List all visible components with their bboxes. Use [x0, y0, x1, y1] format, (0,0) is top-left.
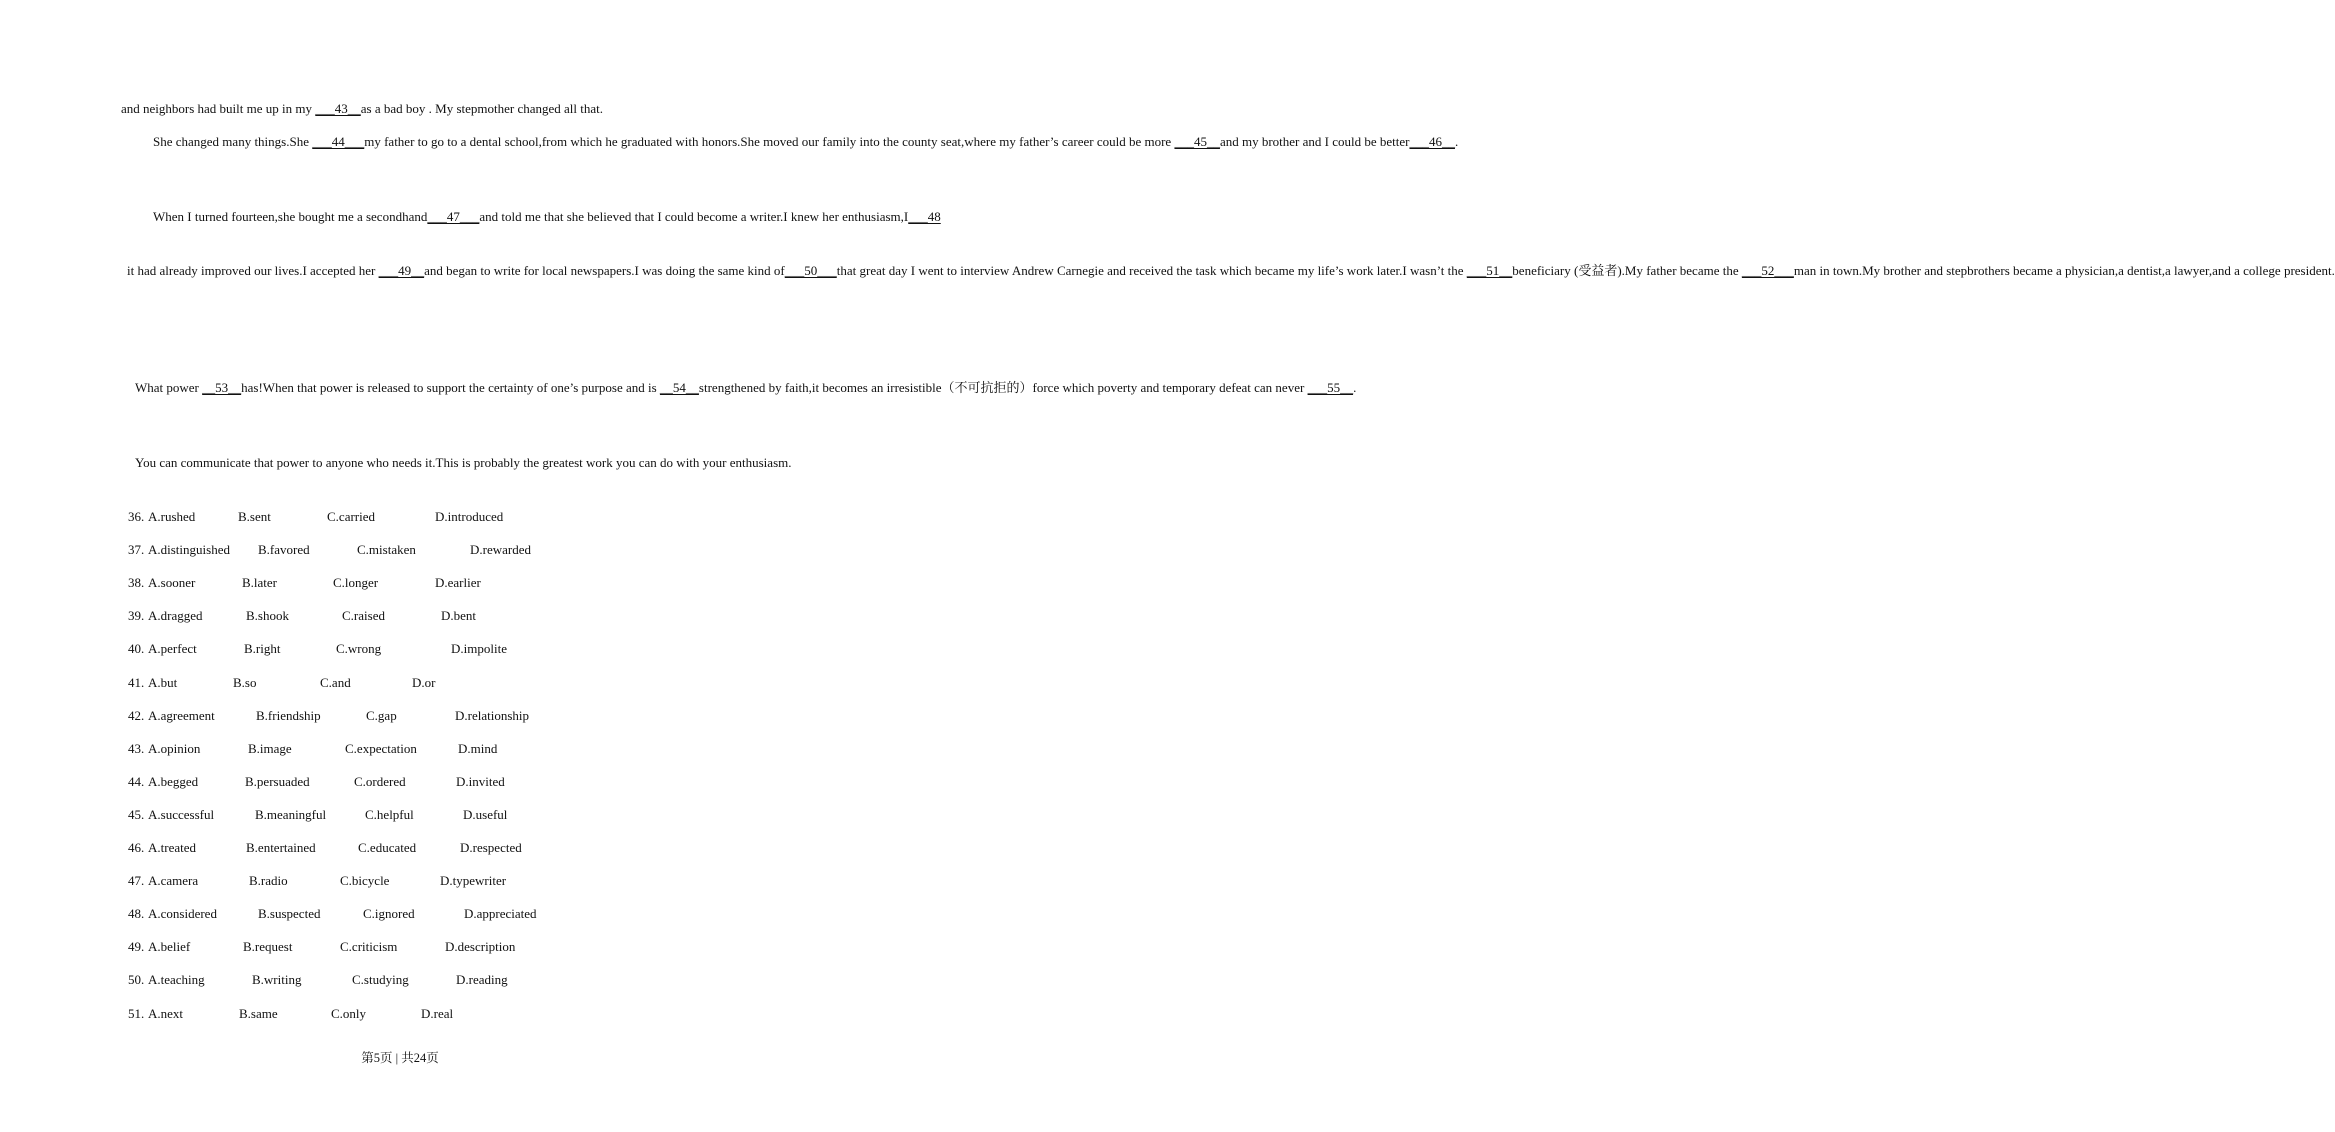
question-number: 36. — [128, 509, 145, 524]
option-a: A.teaching — [148, 972, 205, 988]
option-b: B.so — [233, 674, 257, 690]
option-d: D.real — [421, 1005, 454, 1021]
option-c: C.bicycle — [340, 873, 390, 889]
option-c: C.carried — [327, 509, 376, 524]
option-c: C.wrong — [336, 641, 382, 657]
passage-text: . — [1454, 134, 1459, 149]
blank-number: ___44___ — [312, 134, 365, 149]
option-c: C.longer — [333, 575, 379, 591]
option-d: D.bent — [441, 608, 477, 624]
option-d: D.appreciated — [464, 906, 537, 922]
passage-text: it had already improved our lives.I accepted her — [127, 263, 379, 278]
passage-paragraph — [121, 206, 941, 227]
option-d: D.rewarded — [470, 542, 531, 558]
option-b: B.request — [243, 939, 293, 955]
option-b: B.favored — [258, 542, 310, 558]
option-b: B.later — [242, 575, 278, 591]
option-b: B.entertained — [246, 840, 316, 855]
option-b: B.image — [248, 740, 292, 756]
passage-text: as a bad boy . My stepmother changed all that. — [360, 101, 604, 116]
question-number: 44. — [128, 773, 145, 789]
passage-paragraph — [121, 377, 1357, 398]
blank-number: ___50___ — [784, 263, 837, 278]
option-a: A.perfect — [148, 641, 197, 657]
option-a: A.opinion — [148, 740, 201, 756]
passage-text: and told me that she believed that I could become a writer.I knew her enthusiasm,I — [479, 209, 909, 224]
option-b: B.suspected — [258, 906, 321, 922]
option-b: B.friendship — [256, 707, 321, 723]
blank-number: ___46__ — [1409, 134, 1455, 149]
passage-text: my father to go to a dental school,from which he graduated with honors.She moved our family into the county seat,where my father’s career could be more — [364, 134, 1175, 149]
option-c: C.raised — [342, 608, 385, 624]
question-number: 49. — [128, 939, 145, 955]
option-c: C.expectation — [345, 740, 417, 756]
option-a: A.rushed — [148, 509, 196, 524]
passage-text: She changed many things.She — [153, 134, 313, 149]
option-b: B.persuaded — [245, 773, 310, 789]
question-number: 42. — [128, 707, 145, 723]
option-a: A.but — [148, 674, 178, 690]
option-c: C.educated — [358, 840, 417, 855]
option-b: B.shook — [246, 608, 289, 624]
option-a: A.next — [148, 1005, 184, 1021]
blank-number: ___48 — [908, 209, 941, 224]
question-number: 51. — [128, 1005, 145, 1021]
question-number: 46. — [128, 840, 145, 855]
blank-number: ___52___ — [1741, 263, 1794, 278]
passage-text: strengthened by faith,it becomes an irresistible（不可抗拒的）force which poverty and temporary defeat can never — [698, 380, 1308, 395]
question-number: 38. — [128, 575, 145, 591]
passage-text: . — [1353, 380, 1357, 395]
option-a: A.distinguished — [148, 542, 230, 558]
passage-text: and began to write for local newspapers.I was doing the same kind of — [424, 263, 785, 278]
passage-text: beneficiary (受益者).My father became the — [1512, 263, 1742, 278]
passage-text: has!When that power is released to support the certainty of one’s purpose and is — [241, 380, 660, 395]
passage-text: and my brother and I could be better — [1219, 134, 1410, 149]
option-a: A.agreement — [148, 707, 215, 723]
option-b: B.right — [244, 641, 281, 657]
option-c: C.and — [320, 674, 351, 690]
question-number: 43. — [128, 740, 145, 756]
option-a: A.successful — [148, 806, 215, 822]
question-number: 48. — [128, 906, 145, 922]
option-d: D.reading — [456, 972, 508, 988]
option-c: C.ignored — [363, 906, 415, 922]
blank-number: ___47___ — [427, 209, 480, 224]
passage-text: that great day I went to interview Andrew Carnegie and received the task which became my life’s work later.I wasn’t the — [836, 263, 1467, 278]
question-number: 41. — [128, 674, 145, 690]
option-d: D.invited — [456, 773, 505, 789]
option-d: D.or — [412, 674, 436, 690]
question-number: 37. — [128, 542, 145, 558]
option-d: D.respected — [460, 840, 522, 855]
blank-number: ___43__ — [315, 101, 361, 116]
option-a: A.belief — [148, 939, 191, 955]
option-d: D.description — [445, 939, 516, 955]
option-b: B.sent — [238, 509, 271, 524]
option-d: D.mind — [458, 740, 498, 756]
option-a: A.treated — [148, 840, 197, 855]
blank-number: __54__ — [659, 380, 699, 395]
question-number: 47. — [128, 873, 145, 889]
passage-paragraph — [121, 131, 1459, 152]
question-number: 45. — [128, 806, 145, 822]
option-b: B.writing — [252, 972, 302, 988]
passage-paragraph — [121, 98, 680, 119]
option-b: B.radio — [249, 873, 288, 889]
option-d: D.typewriter — [440, 873, 507, 889]
option-c: C.ordered — [354, 773, 406, 789]
option-c: C.criticism — [340, 939, 398, 955]
option-c: C.gap — [366, 707, 397, 723]
option-a: A.considered — [148, 906, 217, 922]
passage-text: and neighbors had built me up in my — [121, 101, 316, 116]
question-number: 40. — [128, 641, 145, 657]
passage-paragraph — [121, 260, 2335, 281]
passage-text: When I turned fourteen,she bought me a secondhand — [153, 209, 428, 224]
question-number: 50. — [128, 972, 145, 988]
option-d: D.relationship — [455, 707, 530, 723]
blank-number: ___51__ — [1466, 263, 1513, 278]
option-b: B.same — [239, 1005, 278, 1021]
option-d: D.useful — [463, 806, 508, 822]
option-c: C.studying — [352, 972, 409, 988]
option-d: D.impolite — [451, 641, 507, 657]
passage-text: What power — [135, 380, 203, 395]
page-footer: 第5页 | 共24页 — [361, 1051, 439, 1065]
option-a: A.dragged — [148, 608, 203, 624]
blank-number: ___45__ — [1174, 134, 1220, 149]
blank-number: ___49__ — [378, 263, 425, 278]
blank-number: __53__ — [202, 380, 242, 395]
option-d: D.earlier — [435, 575, 481, 591]
question-number: 39. — [128, 608, 145, 624]
passage-text: man in town.My brother and stepbrothers became a physician,a dentist,a lawyer,and a college president. — [1793, 263, 2335, 278]
passage-text: You can communicate that power to anyone who needs it.This is probably the greatest work you can do with your enthusiasm. — [135, 455, 792, 470]
option-a: A.begged — [148, 773, 199, 789]
option-a: A.sooner — [148, 575, 196, 591]
passage-paragraph — [121, 452, 792, 473]
option-c: C.helpful — [365, 806, 414, 822]
option-b: B.meaningful — [255, 806, 327, 822]
blank-number: ___55__ — [1307, 380, 1354, 395]
option-c: C.mistaken — [357, 542, 416, 558]
option-c: C.only — [331, 1005, 367, 1021]
option-d: D.introduced — [435, 509, 504, 524]
option-a: A.camera — [148, 873, 199, 889]
